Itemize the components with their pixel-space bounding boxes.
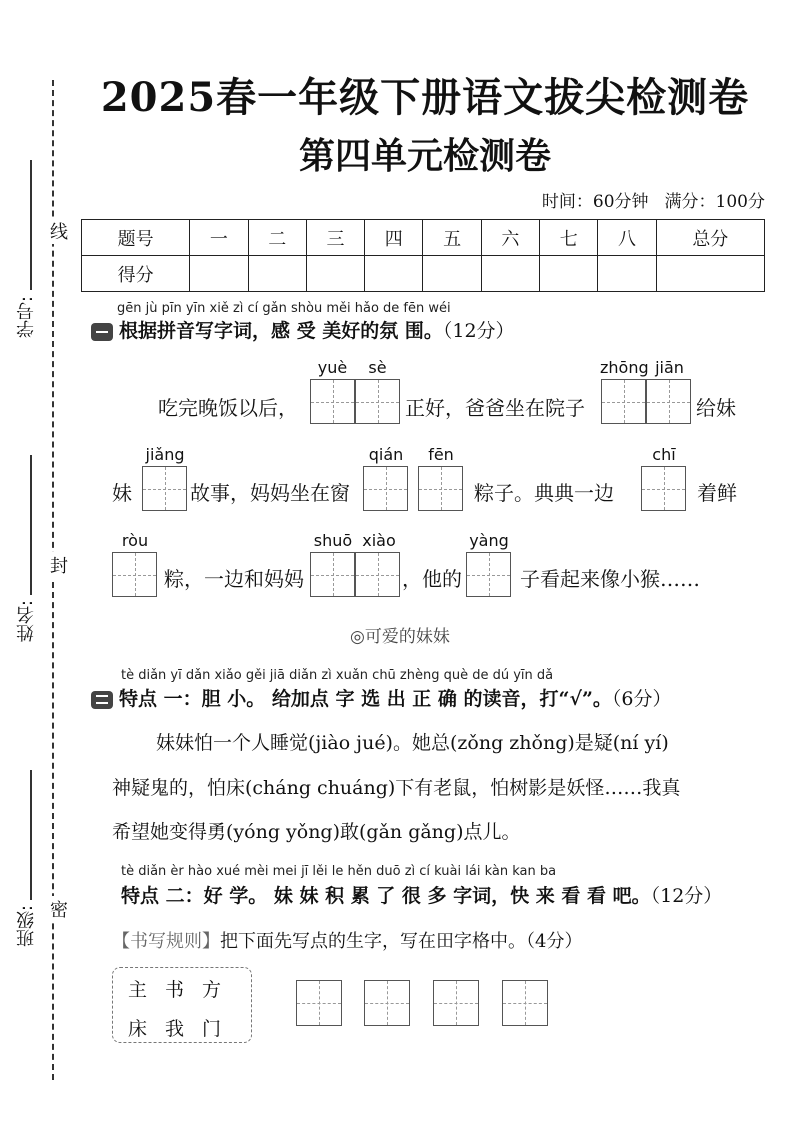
tian-grid[interactable]	[646, 379, 691, 424]
section3-score: （12分）	[650, 885, 723, 907]
tian-grid[interactable]	[601, 379, 646, 424]
pinyin-label: zhōng	[600, 358, 649, 377]
table-cell: 一	[190, 220, 248, 256]
character-row-1: 主书方	[128, 979, 240, 1001]
score-input-cell[interactable]	[248, 256, 306, 292]
name-blank	[30, 455, 32, 595]
pinyin-label: ròu	[121, 531, 149, 550]
seal-char-mi: 密	[44, 896, 70, 922]
score-input-cell[interactable]	[306, 256, 364, 292]
pinyin-label: chī	[652, 445, 676, 464]
pinyin-label: yàng	[469, 531, 509, 550]
s1-line3-c: 子看起来像小猴……	[520, 567, 700, 591]
class-blank	[30, 770, 32, 900]
table-cell: 二	[248, 220, 306, 256]
tian-grid[interactable]	[364, 980, 410, 1026]
tian-grid[interactable]	[502, 980, 548, 1026]
time-limit: 时间：60分钟	[541, 192, 649, 212]
s1-line2-d: 着鲜	[697, 481, 737, 505]
s1-line2-b: 故事，妈妈坐在窗	[190, 481, 350, 505]
score-input-cell[interactable]	[481, 256, 539, 292]
writing-rule-text: 把下面先写点的生字，写在田字格中。（4分）	[220, 931, 583, 952]
s1-line1-c: 给妹	[696, 396, 736, 420]
score-input-cell[interactable]	[598, 256, 656, 292]
table-cell: 三	[306, 220, 364, 256]
s2-line2: 神疑鬼的，怕床(cháng chuáng)下有老鼠，怕树影是妖怪……我真	[112, 777, 681, 799]
section3-heading-text: 特点 二：好 学。 妹 妹 积 累 了 很 多 字词，快 来 看 看 吧。	[121, 885, 651, 907]
s1-line3-a: 粽，一边和妈妈	[164, 567, 304, 591]
pinyin-label: jiǎng	[145, 445, 185, 464]
section2-heading	[91, 684, 671, 711]
score-table	[81, 219, 765, 292]
pinyin-label: shuō	[313, 531, 353, 550]
table-cell: 四	[365, 220, 423, 256]
table-cell: 总分	[656, 220, 764, 256]
section2-score: （6分）	[611, 688, 672, 710]
section1-heading-pinyin: gēn jù pīn yīn xiě zì cí gǎn shòu měi hǎo de fēn wéi	[117, 301, 451, 316]
seal-char-feng: 封	[44, 552, 70, 578]
tian-grid[interactable]	[355, 379, 400, 424]
score-input-cell[interactable]	[423, 256, 481, 292]
full-score: 满分：100分	[664, 192, 765, 212]
exam-meta	[526, 187, 765, 212]
character-row-2: 床我门	[128, 1018, 240, 1040]
name-label: 姓名:	[16, 600, 37, 643]
section3-heading-pinyin: tè diǎn èr hào xué mèi mei jī lěi le hěn duō zì cí kuài lái kàn kan ba	[121, 864, 557, 879]
tian-grid[interactable]	[142, 466, 187, 511]
student-id-blank	[30, 160, 32, 290]
tian-grid[interactable]	[466, 552, 511, 597]
seal-char-xian: 线	[44, 218, 70, 244]
section3-heading	[121, 881, 722, 908]
table-cell: 六	[481, 220, 539, 256]
page-subtitle: 第四单元检测卷	[298, 135, 551, 177]
tian-grid[interactable]	[310, 552, 355, 597]
table-cell: 五	[423, 220, 481, 256]
pinyin-label: xiào	[362, 531, 396, 550]
image-caption: ◎可爱的妹妹	[350, 627, 450, 647]
section1-score: （12分）	[442, 320, 515, 342]
table-cell: 得分	[82, 256, 190, 292]
student-id-label: 学号:	[16, 296, 37, 339]
score-table-header-row	[82, 220, 765, 256]
section1-heading-text: 根据拼音写字词，感 受 美好的氛 围。	[119, 320, 443, 342]
pinyin-label: fēn	[428, 445, 454, 464]
section-two-icon	[91, 691, 113, 709]
tian-grid[interactable]	[418, 466, 463, 511]
s2-line3: 希望她变得勇(yóng yǒng)敢(gǎn gǎng)点儿。	[112, 821, 521, 843]
pinyin-label: sè	[368, 358, 387, 377]
score-table-score-row	[82, 256, 765, 292]
score-input-cell[interactable]	[656, 256, 764, 292]
table-cell: 七	[540, 220, 598, 256]
table-cell: 题号	[82, 220, 190, 256]
page-title: 2025春一年级下册语文拔尖检测卷	[100, 74, 750, 121]
score-input-cell[interactable]	[540, 256, 598, 292]
score-input-cell[interactable]	[190, 256, 248, 292]
writing-rule-tag: 【书写规则】	[112, 931, 220, 952]
s1-line1-b: 正好，爸爸坐在院子	[405, 396, 585, 420]
s2-line1: 妹妹怕一个人睡觉(jiào jué)。她总(zǒng zhǒng)是疑(ní yí)	[156, 732, 669, 754]
score-input-cell[interactable]	[365, 256, 423, 292]
tian-grid[interactable]	[433, 980, 479, 1026]
table-cell: 八	[598, 220, 656, 256]
tian-grid[interactable]	[355, 552, 400, 597]
s1-line2-a: 妹	[112, 481, 132, 505]
s1-line2-c: 粽子。典典一边	[474, 481, 614, 505]
tian-grid[interactable]	[641, 466, 686, 511]
tian-grid[interactable]	[310, 379, 355, 424]
tian-grid[interactable]	[112, 552, 157, 597]
pinyin-label: yuè	[317, 358, 348, 377]
pinyin-label: qián	[368, 445, 404, 464]
section2-heading-pinyin: tè diǎn yī dǎn xiǎo gěi jiā diǎn zì xuǎn chū zhèng què de dú yīn dǎ	[121, 668, 554, 683]
section-one-icon	[91, 323, 113, 341]
section2-heading-text: 特点 一：胆 小。 给加点 字 选 出 正 确 的读音，打“√”。	[119, 688, 612, 710]
tian-grid[interactable]	[296, 980, 342, 1026]
class-label: 班级:	[16, 905, 37, 948]
section1-heading	[91, 316, 515, 343]
s1-line3-b: ，他的	[402, 567, 462, 591]
s1-line1-a: 吃完晚饭以后，	[158, 396, 298, 420]
tian-grid[interactable]	[363, 466, 408, 511]
pinyin-label: jiān	[655, 358, 684, 377]
s3-rule-line	[112, 927, 582, 953]
